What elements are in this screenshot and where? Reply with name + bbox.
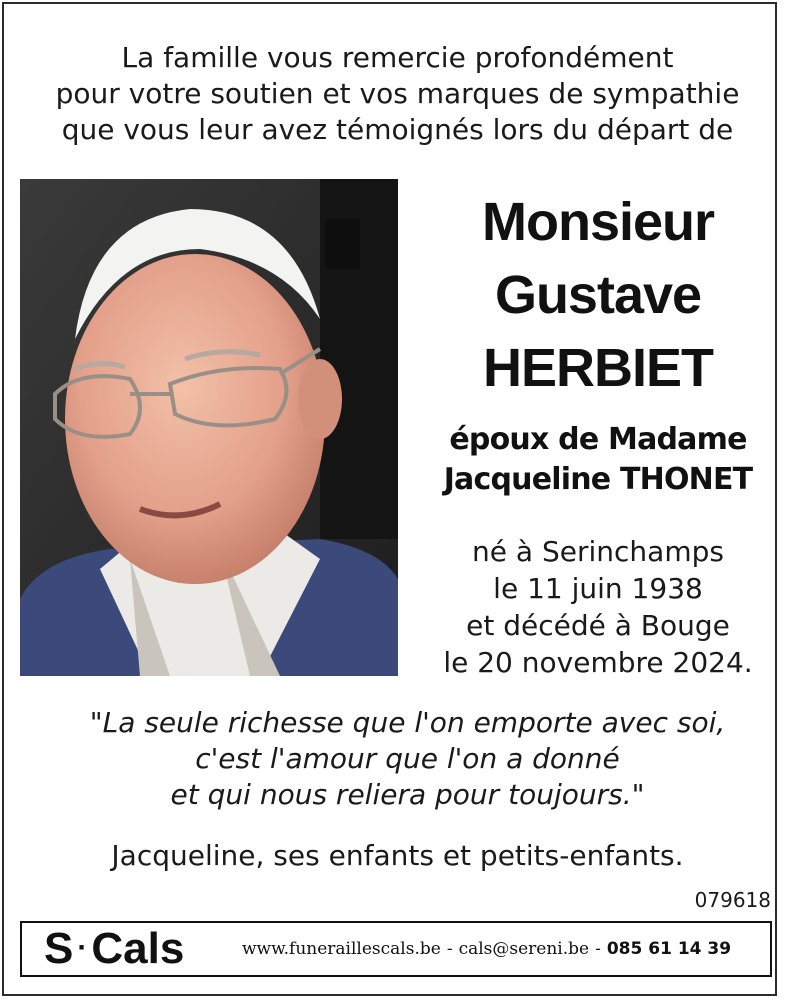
spouse-line: Jacqueline THONET xyxy=(443,462,753,497)
life-dates xyxy=(418,533,778,681)
portrait-photo xyxy=(20,179,398,676)
page-edge xyxy=(779,0,791,1002)
spouse-info xyxy=(418,420,778,500)
phone-number[interactable]: 085 61 14 39 xyxy=(606,939,732,959)
logo-word: Cals xyxy=(91,924,185,973)
contact-line xyxy=(242,939,752,959)
death-date: le 20 novembre 2024. xyxy=(443,646,753,679)
website-link[interactable]: www.funeraillescals.be xyxy=(242,939,441,959)
intro-line: pour votre soutien et vos marques de sympathie xyxy=(55,77,740,110)
name-title: Monsieur xyxy=(481,192,715,252)
logo-dot: · xyxy=(77,931,88,964)
logo-letter: S xyxy=(44,924,74,973)
intro-line: La famille vous remercie profondément xyxy=(121,41,674,74)
birth-date: le 11 juin 1938 xyxy=(493,572,703,605)
reference-number: 079618 xyxy=(694,888,771,912)
deceased-name xyxy=(418,186,778,405)
name-first: Gustave xyxy=(494,265,702,325)
family-signature: Jacqueline, ses enfants et petits-enfants. xyxy=(111,839,684,872)
intro-text xyxy=(20,40,775,148)
email-link[interactable]: cals@sereni.be xyxy=(458,939,590,959)
funeral-home-logo xyxy=(44,925,184,978)
quote-line: et qui nous reliera pour toujours." xyxy=(170,778,645,811)
name-last: HERBIET xyxy=(482,338,713,398)
intro-line: que vous leur avez témoignés lors du départ de xyxy=(61,113,734,146)
quote-line: c'est l'amour que l'on a donné xyxy=(195,742,620,775)
separator: - xyxy=(595,939,601,959)
quote-line: "La seule richesse que l'on emporte avec soi, xyxy=(89,706,726,739)
separator: - xyxy=(446,939,453,959)
funeral-home-footer xyxy=(20,921,772,977)
portrait-illustration xyxy=(20,179,398,676)
birth-place: né à Serinchamps xyxy=(472,535,724,568)
spouse-line: époux de Madame xyxy=(449,422,747,457)
memorial-quote xyxy=(20,705,791,813)
death-place: et décédé à Bouge xyxy=(466,609,730,642)
